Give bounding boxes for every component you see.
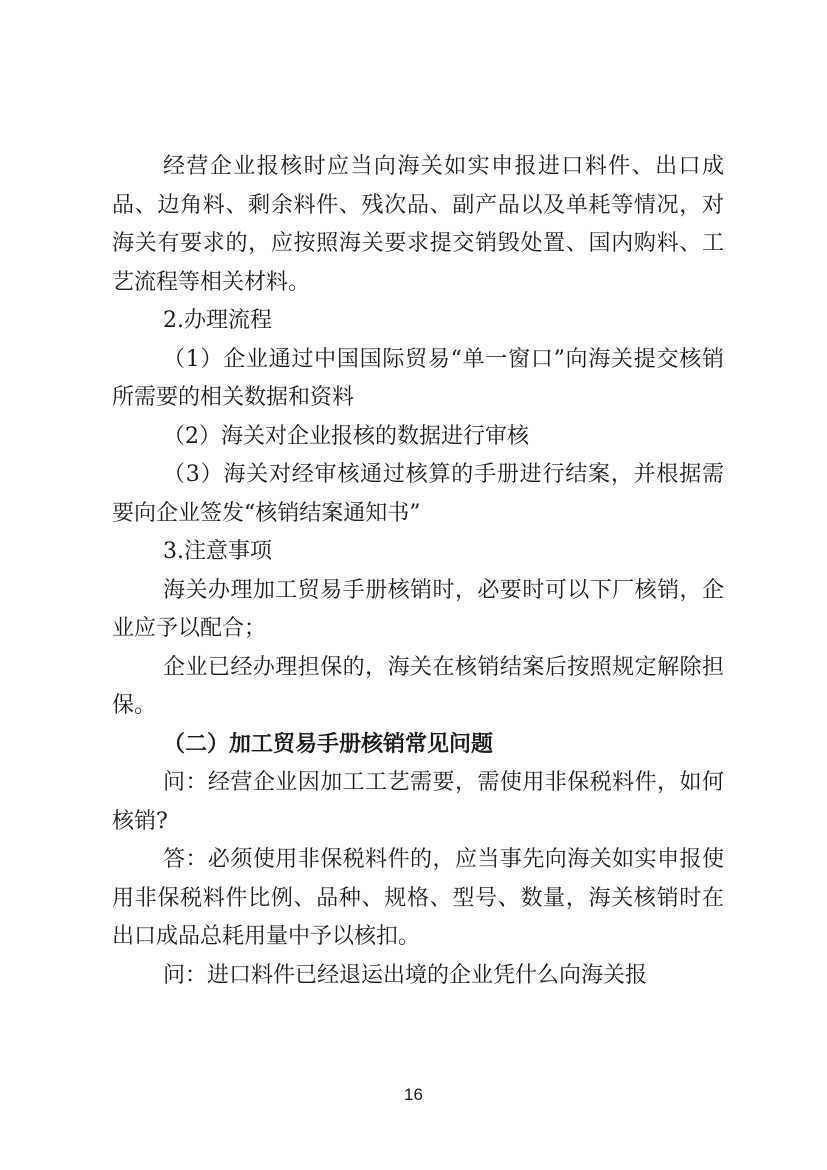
note-paragraph-1: 海关办理加工贸易手册核销时，必要时可以下厂核销，企业应予以配合； [112, 577, 724, 641]
process-step-2: （2）海关对企业报核的数据进行审核 [163, 423, 529, 449]
section-heading-notes: 3.注意事项 [163, 539, 272, 564]
process-step-3: （3）海关对经审核通过核算的手册进行结案，并根据需要向企业签发“核销结案通知书” [112, 462, 724, 526]
document-body [112, 148, 724, 995]
faq-question-2: 问：进口料件已经退运出境的企业凭什么向海关报 [163, 962, 648, 988]
faq-question-1: 问：经营企业因加工工艺需要，需使用非保税料件，如何核销? [112, 770, 724, 834]
page-number: 16 [404, 1085, 423, 1104]
process-step-1: （1）企业通过中国国际贸易“单一窗口”向海关提交核销所需要的相关数据和资料 [112, 346, 724, 410]
note-paragraph-2: 企业已经办理担保的，海关在核销结案后按照规定解除担保。 [112, 654, 724, 718]
paragraph-report-requirements: 经营企业报核时应当向海关如实申报进口料件、出口成品、边角料、剩余料件、残次品、副产品以及单耗等情况，对海关有要求的，应按照海关要求提交销毁处置、国内购料、工艺流程等相关材料。 [112, 154, 724, 295]
section-heading-faq: （二）加工贸易手册核销常见问题 [163, 731, 494, 757]
faq-answer-1: 答：必须使用非保税料件的，应当事先向海关如实申报使用非保税料件比例、品种、规格、型号、数量，海关核销时在出口成品总耗用量中予以核扣。 [112, 847, 724, 949]
section-heading-process: 2.办理流程 [163, 308, 272, 333]
